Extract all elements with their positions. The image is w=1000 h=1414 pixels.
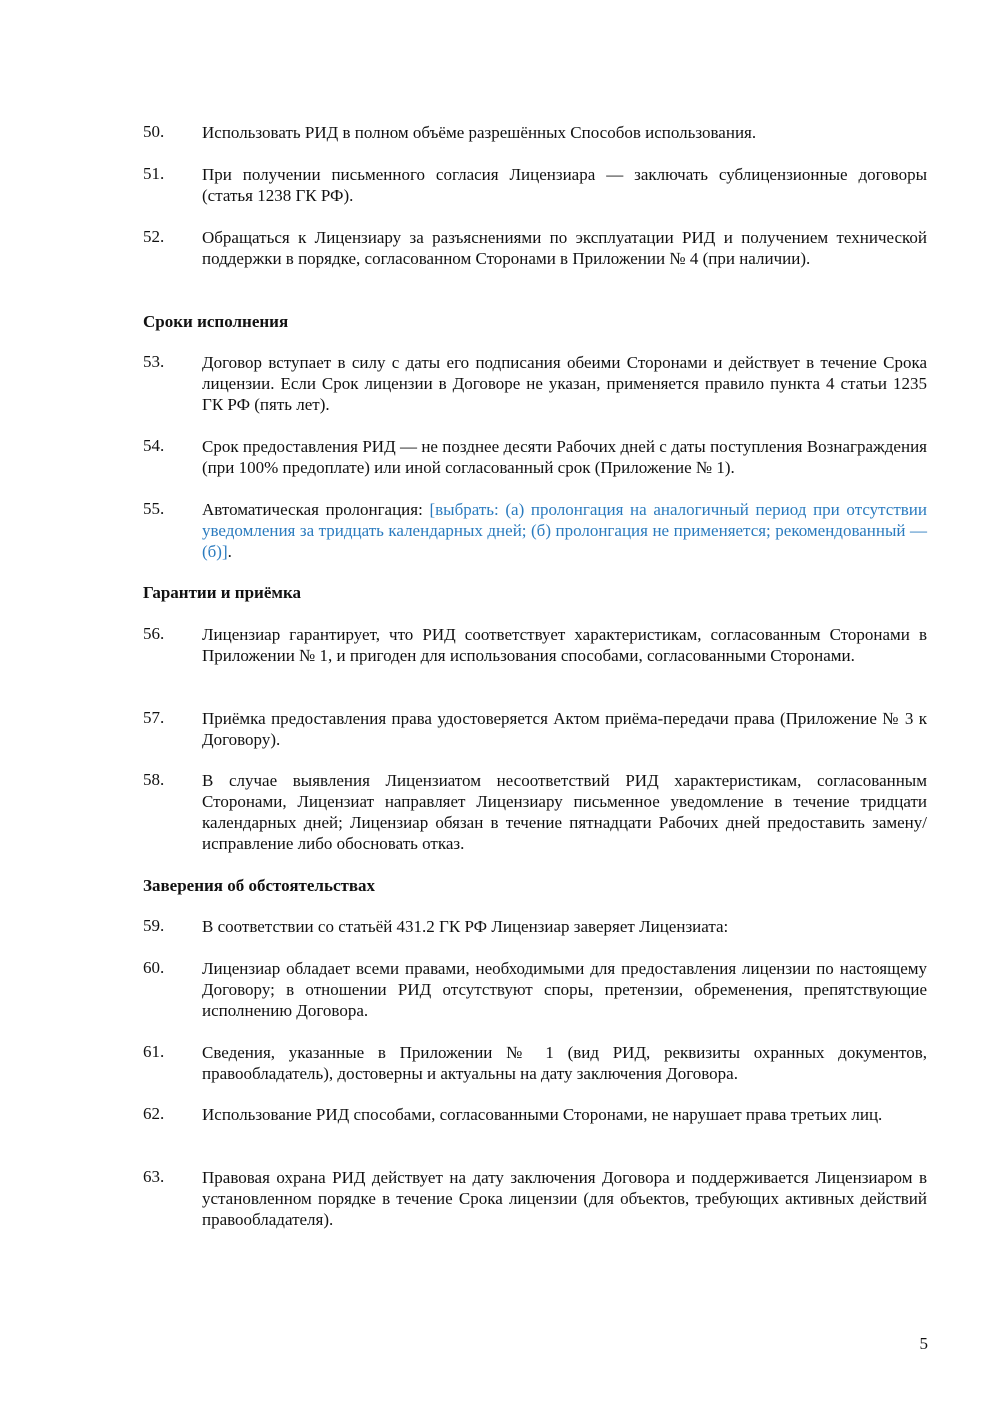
item-text: Использовать РИД в полном объёме разрешённых Способов использования.: [202, 123, 757, 142]
item-number: 52.: [143, 227, 165, 246]
item-number: 59.: [143, 916, 165, 935]
item-text: Сведения, указанные в Приложении № 1 (вид РИД, реквизиты охранных документов, правообладатель), достоверны и актуальны на дату заключения Договора.: [202, 1043, 927, 1083]
item-number: 50.: [143, 122, 165, 141]
item-number: 61.: [143, 1042, 165, 1061]
item-text: Использование РИД способами, согласованными Сторонами, не нарушает права третьих лиц.: [202, 1105, 883, 1124]
item-text: Договор вступает в силу с даты его подписания обеими Сторонами и действует в течение Срока лицензии. Если Срок лицензии в Договоре не указан, применяется правило пункта 4 статьи 1235 ГК РФ (пять лет).: [202, 353, 927, 414]
section-heading-representations: Заверения об обстоятельствах: [143, 876, 376, 895]
item-number: 56.: [143, 624, 165, 643]
item-text: Срок предоставления РИД — не позднее десяти Рабочих дней с даты поступления Вознаграждения (при 100% предоплате) или иной согласованный срок (Приложение № 1).: [202, 437, 927, 477]
item-text: В случае выявления Лицензиатом несоответствий РИД характеристикам, согласованным Сторонами, Лицензиат направляет Лицензиару письменное уведомление в течение тридцати календарных дней; Лицензиар обязан в течение пятнадцати Рабочих дней предоставить замену/исправление либо обосновать отказ.: [202, 771, 927, 853]
item-number: 55.: [143, 499, 165, 518]
item-number: 57.: [143, 708, 165, 727]
option-placeholder: [выбрать: (а) пролонгация на аналогичный период при отсутствии уведомления за тридцать календарных дней; (б) пролонгация не применяется; рекомендованный — (б)]: [202, 500, 927, 561]
item-text: Обращаться к Лицензиару за разъяснениями по эксплуатации РИД и получением технической поддержки в порядке, согласованном Сторонами в Приложении № 4 (при наличии).: [202, 228, 927, 268]
item-text: Лицензиар гарантирует, что РИД соответствует характеристикам, согласованным Сторонами в Приложении № 1, и пригоден для использования способами, согласованными Сторонами.: [202, 625, 927, 665]
section-heading-terms: Сроки исполнения: [143, 312, 289, 331]
section-heading-warranties: Гарантии и приёмка: [143, 583, 302, 602]
item-number: 53.: [143, 352, 165, 371]
item-text: В соответствии со статьёй 431.2 ГК РФ Лицензиар заверяет Лицензиата:: [202, 917, 729, 936]
page-number: 5: [919, 1334, 928, 1353]
item-number: 58.: [143, 770, 165, 789]
item-text: При получении письменного согласия Лицензиара — заключать сублицензионные договоры (статья 1238 ГК РФ).: [202, 165, 927, 205]
item-number: 63.: [143, 1167, 165, 1186]
item-text: Автоматическая пролонгация: [выбрать: (а) пролонгация на аналогичный период при отсутствии уведомления за тридцать календарных дней; (б) пролонгация не применяется; рекомендованный — (б)].: [202, 500, 927, 561]
item-text: Правовая охрана РИД действует на дату заключения Договора и поддерживается Лицензиаром в установленном порядке в течение Срока лицензии (для объектов, требующих активных действий правообладателя).: [202, 1168, 927, 1229]
item-text: Лицензиар обладает всеми правами, необходимыми для предоставления лицензии по настоящему Договору; в отношении РИД отсутствуют споры, претензии, обременения, препятствующие исполнению Договора.: [202, 959, 927, 1020]
item-number: 62.: [143, 1104, 165, 1123]
item-number: 51.: [143, 164, 165, 183]
item-number: 60.: [143, 958, 165, 977]
item-text: Приёмка предоставления права удостоверяется Актом приёма-передачи права (Приложение № 3 к Договору).: [202, 709, 927, 749]
item-number: 54.: [143, 436, 165, 455]
